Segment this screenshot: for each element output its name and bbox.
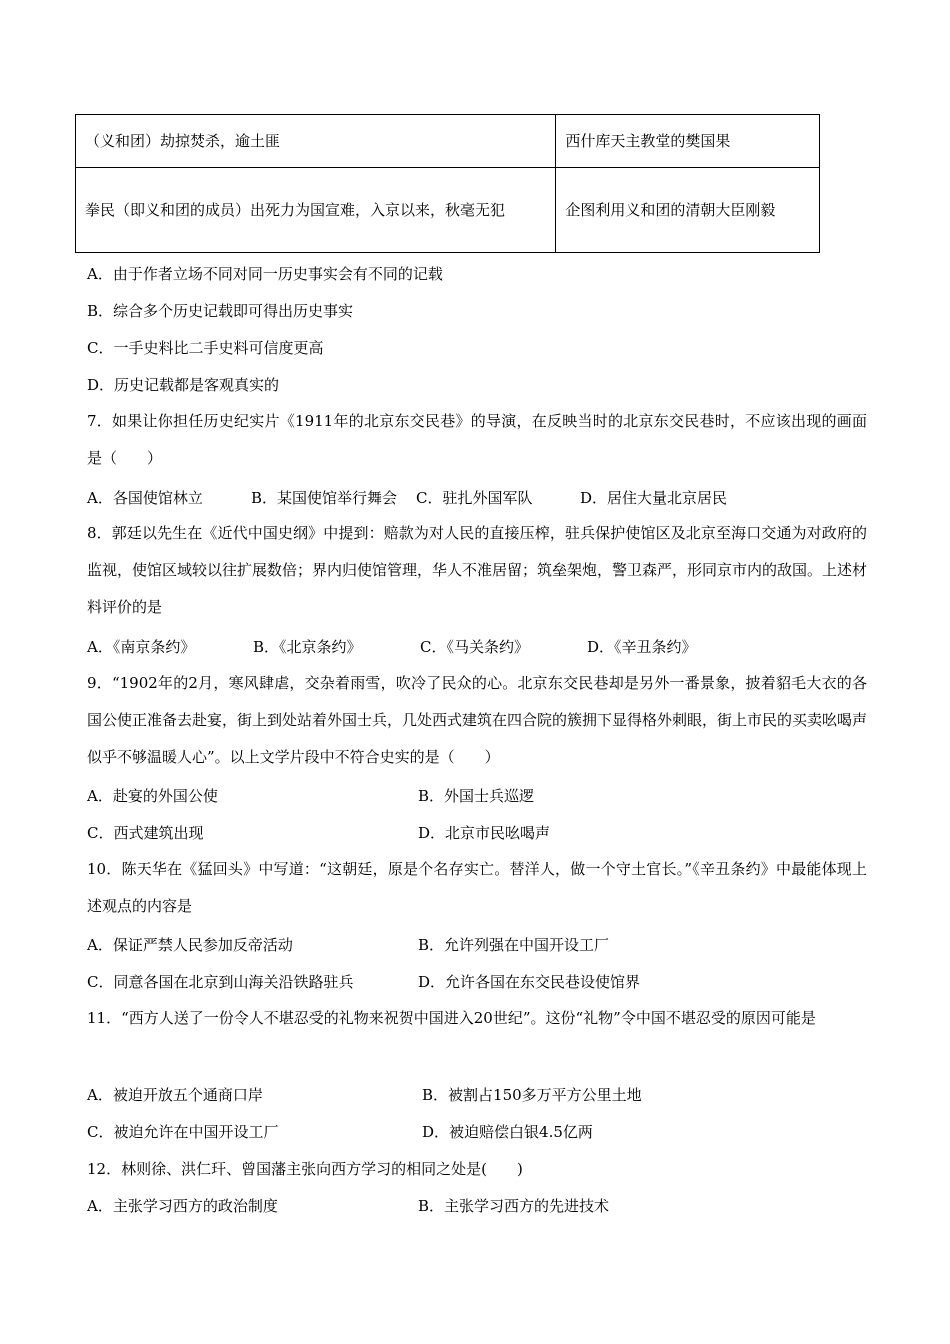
q9-option-d: D．北京市民吆喝声 [418,824,551,842]
q6-option-a: A．由于作者立场不同对同一历史事实会有不同的记载 [87,265,443,283]
q7-option-a: A．各国使馆林立 [87,489,203,507]
q7-option-c: C．驻扎外国军队 [416,489,533,507]
table-row [76,168,820,253]
q7-stem: 7．如果让你担任历史纪实片《1911年的北京东交民巷》的导演，在反映当时的北京东交民巷时，不应该出现的画面是（ ） [87,412,867,467]
q10-option-c: C．同意各国在北京到山海关沿铁路驻兵 [87,973,354,991]
q12-option-b: B．主张学习西方的先进技术 [418,1197,610,1215]
table-cell-author: 西什库天主教堂的樊国果 [556,115,820,168]
q9-option-b: B．外国士兵巡逻 [418,787,535,805]
q11-option-c: C．被迫允许在中国开设工厂 [87,1123,279,1141]
q6-option-c: C．一手史料比二手史料可信度更高 [87,339,324,357]
q10-option-b: B．允许列强在中国开设工厂 [418,936,610,954]
q9-option-a: A．赴宴的外国公使 [87,787,218,805]
q7-option-d: D．居住大量北京居民 [580,489,728,507]
q8-option-a: A．《南京条约》 [87,638,196,656]
q10-option-a: A．保证严禁人民参加反帝活动 [87,936,293,954]
q6-option-d: D．历史记载都是客观真实的 [87,376,280,394]
q10-stem: 10．陈天华在《猛回头》中写道：“这朝廷，原是个名存实亡。替洋人，做一个守土官长。”《辛丑条约》中最能体现上述观点的内容是 [87,860,867,915]
q6-option-b: B．综合多个历史记载即可得出历史事实 [87,302,354,320]
q9-stem: 9．“1902年的2月，寒风肆虐，交杂着雨雪，吹冷了民众的心。北京东交民巷却是另外一番景象，披着貂毛大衣的各国公使正准备去赴宴，街上到处站着外国士兵，几处西式建筑在四合院的簇拥下显得格外刺眼，街上市民的买卖吆喝声似乎不够温暖人心”。以上文学片段中不符合史实的是（ ） [87,674,868,766]
q7-option-b: B．某国使馆举行舞会 [251,489,398,507]
table-row [76,115,820,168]
q11-stem: 11．“西方人送了一份令人不堪忍受的礼物来祝贺中国进入20世纪”。这份“礼物”令中国不堪忍受的原因可能是 [87,1009,816,1027]
q12-stem: 12．林则徐、洪仁玕、曾国藩主张向西方学习的相同之处是( ) [87,1160,523,1178]
q8-option-d: D．《辛丑条约》 [587,638,697,656]
table-cell-record: （义和团）劫掠焚杀，逾土匪 [76,115,556,168]
table-cell-record: 拳民（即义和团的成员）出死力为国宣难，入京以来，秋毫无犯 [76,168,556,253]
source-comparison-table [75,114,820,253]
q8-stem: 8．郭廷以先生在《近代中国史纲》中提到：赔款为对人民的直接压榨，驻兵保护使馆区及北京至海口交通为对政府的监视，使馆区域较以往扩展数倍；界内归使馆管理，华人不准居留；筑垒架炮，警卫森严，形同京市内的敌国。上述材料评价的是 [87,524,868,616]
table-cell-author: 企图利用义和团的清朝大臣刚毅 [556,168,820,253]
q10-option-d: D．允许各国在东交民巷设使馆界 [418,973,641,991]
q11-option-b: B．被割占150多万平方公里土地 [422,1086,642,1104]
q8-option-b: B．《北京条约》 [253,638,362,656]
q12-option-a: A．主张学习西方的政治制度 [87,1197,278,1215]
q11-option-d: D．被迫赔偿白银4.5亿两 [422,1123,593,1141]
q11-option-a: A．被迫开放五个通商口岸 [87,1086,263,1104]
q8-option-c: C．《马关条约》 [420,638,529,656]
q9-option-c: C．西式建筑出现 [87,824,204,842]
